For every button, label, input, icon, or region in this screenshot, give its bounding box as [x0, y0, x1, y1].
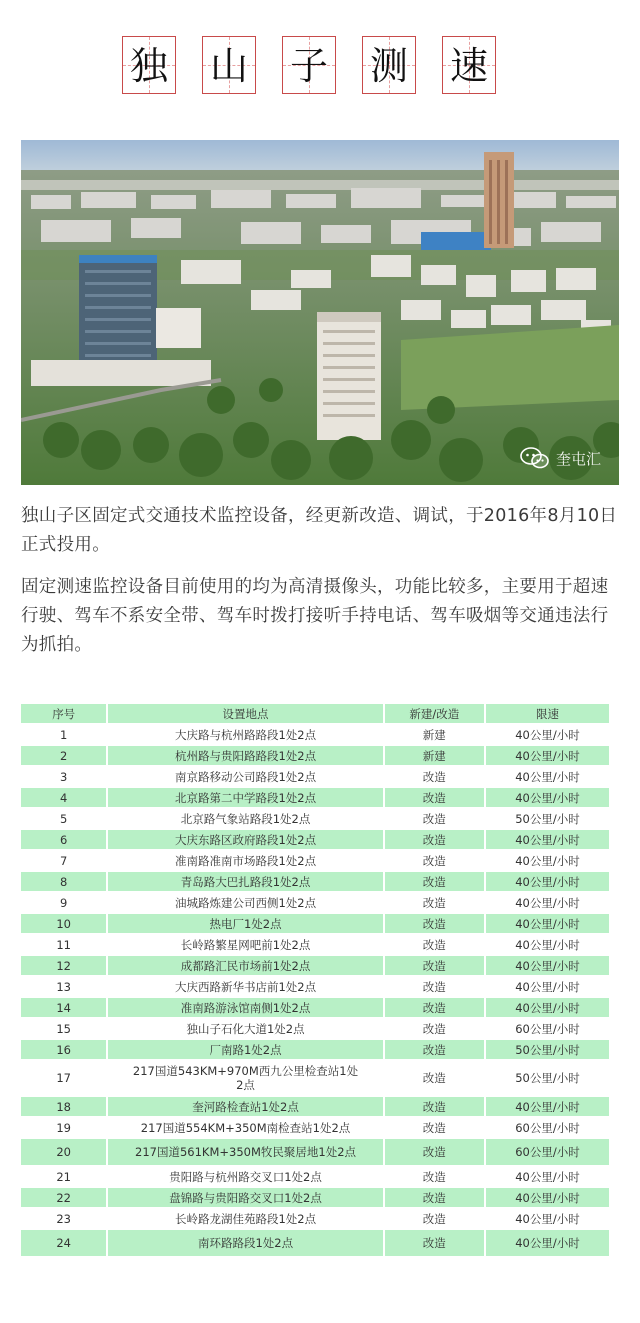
title-char: 独: [129, 44, 168, 88]
cell-type: 改造: [385, 1188, 486, 1209]
cell-no: 22: [21, 1188, 108, 1209]
table-row: [21, 1019, 611, 1040]
cell-location: [108, 788, 384, 809]
cell-speed-limit: 40公里/小时: [486, 956, 611, 977]
cell-location: [108, 914, 384, 935]
location-text: 准南路准南市场路段1处2点: [174, 853, 317, 868]
cell-speed-limit: 60公里/小时: [486, 1139, 611, 1167]
cell-no: 17: [21, 1061, 108, 1097]
table-row: [21, 1230, 611, 1258]
table-row: [21, 809, 611, 830]
location-text: 青岛路大巴扎路段1处2点: [180, 874, 311, 889]
location-text: 长岭路繁星网吧前1处2点: [180, 937, 311, 952]
cell-location: [108, 1209, 384, 1230]
location-text: 南京路移动公司路段1处2点: [174, 769, 317, 784]
cell-type: 改造: [385, 914, 486, 935]
cell-location: [108, 935, 384, 956]
header-no: 序号: [21, 704, 108, 725]
table-row: [21, 935, 611, 956]
title-char-box: [442, 36, 496, 94]
table-row: [21, 1209, 611, 1230]
cell-type: 新建: [385, 725, 486, 746]
table-header-row: [21, 704, 611, 725]
table-row: [21, 893, 611, 914]
cell-no: 23: [21, 1209, 108, 1230]
cell-location: [108, 725, 384, 746]
table-row: [21, 746, 611, 767]
cell-speed-limit: 40公里/小时: [486, 1188, 611, 1209]
table-row: [21, 725, 611, 746]
location-text: 217国道543KM+970M西九公里检查站1处2点: [132, 1064, 359, 1092]
location-text: 北京路气象站路段1处2点: [180, 811, 311, 826]
table-row: [21, 1061, 611, 1097]
cell-location: [108, 809, 384, 830]
cell-no: 8: [21, 872, 108, 893]
title-char: 测: [369, 44, 408, 88]
location-text: 长岭路龙湖佳苑路段1处2点: [174, 1211, 317, 1226]
location-text: 北京路第二中学路段1处2点: [174, 790, 317, 805]
title-char: 子: [289, 44, 328, 88]
cell-type: 改造: [385, 977, 486, 998]
cell-speed-limit: 40公里/小时: [486, 872, 611, 893]
detail-paragraph: 固定测速监控设备目前使用的均为高清摄像头，功能比较多，主要用于超速行驶、驾车不系安全带、驾车时拨打接听手持电话、驾车吸烟等交通违法行为抓拍。: [21, 577, 609, 655]
cell-type: 改造: [385, 1061, 486, 1097]
header-speed-limit: 限速: [486, 704, 611, 725]
cell-location: [108, 893, 384, 914]
cell-no: 11: [21, 935, 108, 956]
cell-speed-limit: 40公里/小时: [486, 851, 611, 872]
title-char-box: [282, 36, 336, 94]
cell-speed-limit: 40公里/小时: [486, 1167, 611, 1188]
cell-no: 4: [21, 788, 108, 809]
cell-speed-limit: 40公里/小时: [486, 893, 611, 914]
title-char-box: [202, 36, 256, 94]
cell-type: 改造: [385, 788, 486, 809]
header-type: 新建/改造: [385, 704, 486, 725]
cell-no: 20: [21, 1139, 108, 1167]
cell-no: 14: [21, 998, 108, 1019]
cell-type: 改造: [385, 956, 486, 977]
cell-type: 改造: [385, 935, 486, 956]
location-text: 独山子石化大道1处2点: [186, 1021, 305, 1036]
cell-location: [108, 1019, 384, 1040]
cell-speed-limit: 40公里/小时: [486, 977, 611, 998]
table-row: [21, 788, 611, 809]
cell-location: [108, 1139, 384, 1167]
cell-location: [108, 1188, 384, 1209]
cell-location: [108, 1040, 384, 1061]
cell-no: 10: [21, 914, 108, 935]
location-text: 杭州路与贵阳路路段1处2点: [174, 748, 317, 763]
cell-type: 改造: [385, 851, 486, 872]
table-row: [21, 977, 611, 998]
table-row: [21, 998, 611, 1019]
location-text: 大庆路与杭州路路段1处2点: [174, 727, 317, 742]
cell-speed-limit: 40公里/小时: [486, 830, 611, 851]
cell-location: [108, 1118, 384, 1139]
cell-location: [108, 872, 384, 893]
table-row: [21, 1118, 611, 1139]
cell-no: 13: [21, 977, 108, 998]
cell-type: 改造: [385, 1139, 486, 1167]
cell-type: 改造: [385, 1230, 486, 1258]
cell-speed-limit: 60公里/小时: [486, 1019, 611, 1040]
cell-speed-limit: 60公里/小时: [486, 1118, 611, 1139]
location-text: 厂南路1处2点: [209, 1042, 282, 1057]
cell-type: 改造: [385, 1040, 486, 1061]
city-illustration: [21, 140, 619, 485]
cell-location: [108, 746, 384, 767]
location-text: 盘锦路与贵阳路交叉口1处2点: [169, 1190, 322, 1205]
header-location: 设置地点: [108, 704, 384, 725]
cell-type: 改造: [385, 1209, 486, 1230]
location-text: 217国道561KM+350M牧民聚居地1处2点: [135, 1145, 357, 1159]
cell-location: [108, 977, 384, 998]
cell-speed-limit: 40公里/小时: [486, 767, 611, 788]
wechat-icon: [520, 447, 550, 469]
city-aerial-photo: [21, 140, 619, 485]
cell-type: 改造: [385, 1097, 486, 1118]
cell-type: 改造: [385, 1019, 486, 1040]
intro-paragraph: 独山子区固定式交通技术监控设备，经更新改造、调试，于2016年8月10日正式投用。: [21, 506, 618, 555]
cell-location: [108, 830, 384, 851]
cell-location: [108, 956, 384, 977]
cell-speed-limit: 40公里/小时: [486, 1097, 611, 1118]
cell-speed-limit: 40公里/小时: [486, 935, 611, 956]
cell-no: 9: [21, 893, 108, 914]
location-text: 奎河路检查站1处2点: [192, 1099, 299, 1114]
table-row: [21, 830, 611, 851]
table-body: [21, 725, 611, 1258]
cell-no: 5: [21, 809, 108, 830]
title-char-box: [122, 36, 176, 94]
cell-speed-limit: 50公里/小时: [486, 1061, 611, 1097]
table-row: [21, 1188, 611, 1209]
cell-speed-limit: 40公里/小时: [486, 998, 611, 1019]
cell-type: 新建: [385, 746, 486, 767]
watermark-text: 奎屯汇: [555, 449, 601, 468]
cell-type: 改造: [385, 1167, 486, 1188]
cell-no: 21: [21, 1167, 108, 1188]
cell-no: 19: [21, 1118, 108, 1139]
cell-no: 6: [21, 830, 108, 851]
table-row: [21, 956, 611, 977]
table-row: [21, 1167, 611, 1188]
cell-location: [108, 1230, 384, 1258]
location-text: 贵阳路与杭州路交叉口1处2点: [169, 1169, 322, 1184]
location-text: 成都路汇民市场前1处2点: [180, 958, 311, 973]
cell-no: 16: [21, 1040, 108, 1061]
cell-type: 改造: [385, 830, 486, 851]
cell-speed-limit: 40公里/小时: [486, 914, 611, 935]
cell-no: 24: [21, 1230, 108, 1258]
title-char: 山: [209, 44, 248, 88]
speed-camera-table: [21, 704, 611, 1258]
cell-location: [108, 767, 384, 788]
cell-type: 改造: [385, 767, 486, 788]
location-text: 大庆东路区政府路段1处2点: [174, 832, 317, 847]
cell-no: 15: [21, 1019, 108, 1040]
table-row: [21, 914, 611, 935]
location-text: 大庆西路新华书店前1处2点: [174, 979, 317, 994]
cell-type: 改造: [385, 893, 486, 914]
cell-no: 7: [21, 851, 108, 872]
cell-location: [108, 998, 384, 1019]
location-text: 油城路炼建公司西侧1处2点: [174, 895, 317, 910]
cell-no: 3: [21, 767, 108, 788]
cell-location: [108, 1097, 384, 1118]
cell-speed-limit: 40公里/小时: [486, 725, 611, 746]
cell-type: 改造: [385, 872, 486, 893]
table-row: [21, 1139, 611, 1167]
location-text: 热电厂1处2点: [209, 916, 282, 931]
table-row: [21, 851, 611, 872]
cell-speed-limit: 40公里/小时: [486, 1230, 611, 1258]
cell-no: 18: [21, 1097, 108, 1118]
title-char: 速: [449, 44, 488, 88]
cell-type: 改造: [385, 1118, 486, 1139]
cell-speed-limit: 40公里/小时: [486, 788, 611, 809]
cell-location: [108, 1061, 384, 1097]
title-char-box: [362, 36, 416, 94]
cell-type: 改造: [385, 998, 486, 1019]
cell-speed-limit: 50公里/小时: [486, 809, 611, 830]
table-row: [21, 872, 611, 893]
cell-location: [108, 851, 384, 872]
location-text: 准南路游泳馆南侧1处2点: [180, 1000, 311, 1015]
cell-speed-limit: 40公里/小时: [486, 746, 611, 767]
cell-no: 2: [21, 746, 108, 767]
page-title: [0, 36, 640, 96]
watermark: [520, 447, 601, 469]
table-row: [21, 1040, 611, 1061]
location-text: 217国道554KM+350M南检查站1处2点: [140, 1120, 351, 1135]
cell-no: 12: [21, 956, 108, 977]
cell-location: [108, 1167, 384, 1188]
cell-type: 改造: [385, 809, 486, 830]
table-row: [21, 1097, 611, 1118]
location-text: 南环路路段1处2点: [197, 1236, 294, 1250]
cell-speed-limit: 40公里/小时: [486, 1209, 611, 1230]
cell-no: 1: [21, 725, 108, 746]
cell-speed-limit: 50公里/小时: [486, 1040, 611, 1061]
table-row: [21, 767, 611, 788]
